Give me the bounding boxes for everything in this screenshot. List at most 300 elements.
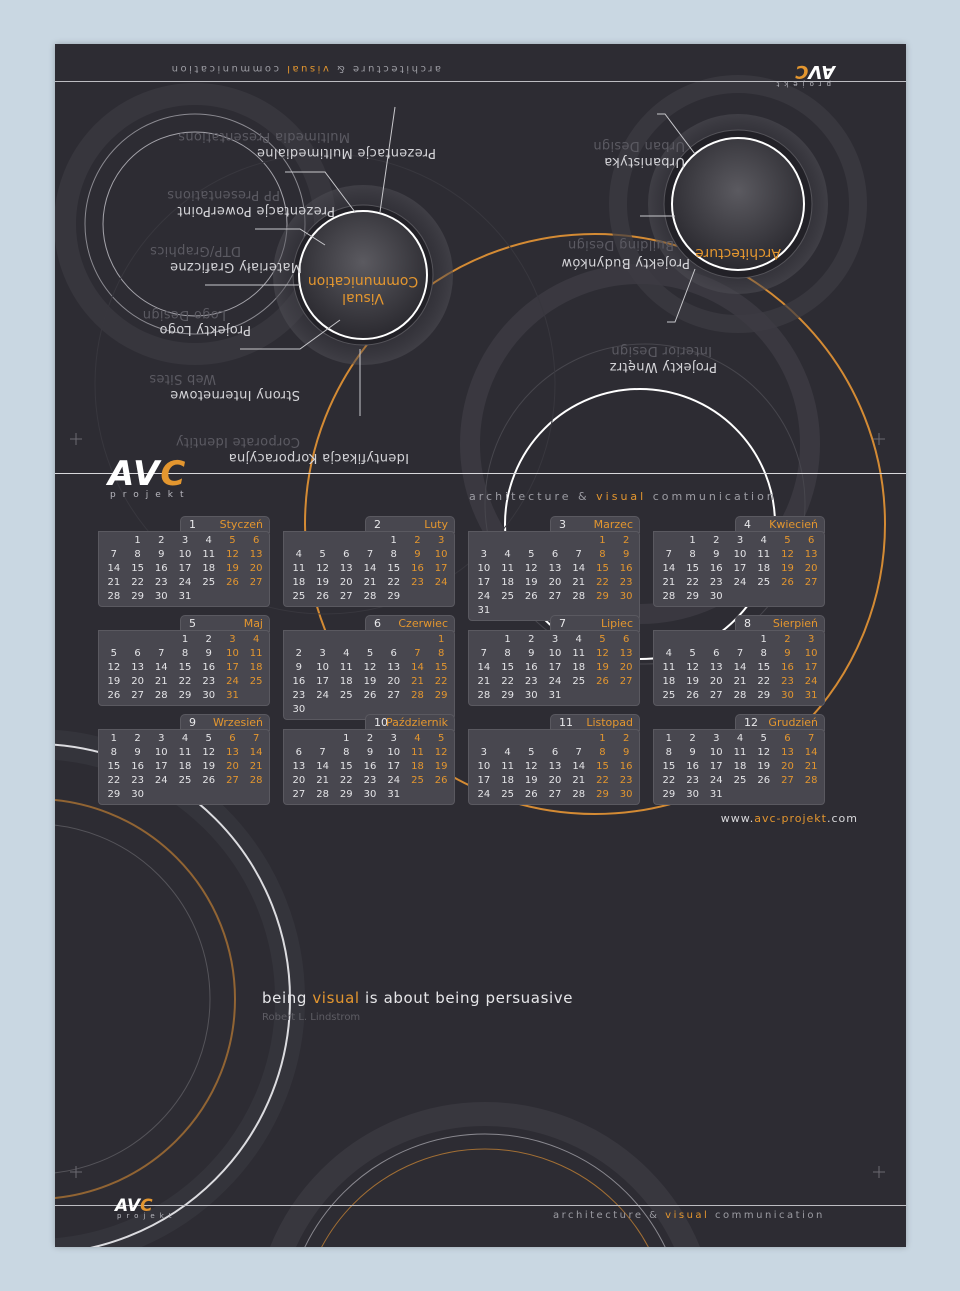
day-cell: 25 <box>572 676 586 687</box>
day-cell <box>382 633 406 647</box>
day-cell: 25 <box>757 577 771 588</box>
day-cell: 21 <box>804 761 818 772</box>
day-cell: 6 <box>622 634 630 645</box>
month-2 <box>283 516 455 606</box>
day-cell: 19 <box>202 761 216 772</box>
day-cell: 12 <box>596 648 609 659</box>
website-url[interactable]: www.avc-projekt.com <box>720 812 858 825</box>
day-cell: 7 <box>575 549 582 560</box>
day-cell: 29 <box>339 789 353 800</box>
day-cell: 1 <box>665 733 673 744</box>
day-cell: 2 <box>689 733 696 744</box>
day-cell: 19 <box>596 662 609 673</box>
day-cell: 13 <box>804 549 818 560</box>
service-logo-pl: Projekty Logo <box>159 322 251 337</box>
day-cell: 7 <box>575 747 582 758</box>
day-cell: 11 <box>757 549 771 560</box>
day-cell: 14 <box>249 747 263 758</box>
day-cell: 28 <box>572 789 586 800</box>
day-cell: 30 <box>619 591 633 602</box>
day-cell: 6 <box>252 535 260 546</box>
day-cell: 18 <box>757 563 771 574</box>
week-row <box>287 647 453 661</box>
day-cell: 10 <box>154 747 168 758</box>
day-cell: 6 <box>229 733 236 744</box>
quote-text: being visual is about being persuasive <box>262 989 574 1007</box>
day-cell: 3 <box>181 535 189 546</box>
day-cell: 6 <box>343 549 350 560</box>
day-cell: 26 <box>107 690 121 701</box>
day-cell: 17 <box>434 563 448 574</box>
day-cell: 14 <box>572 761 586 772</box>
day-cell: 3 <box>319 648 326 659</box>
service-logo-en: Logo Design <box>142 307 226 322</box>
day-cell <box>567 732 591 746</box>
day-cell: 5 <box>205 733 212 744</box>
day-cell: 4 <box>343 648 350 659</box>
month-number: 8 <box>744 617 751 630</box>
day-cell <box>221 788 245 802</box>
day-cell: 19 <box>686 676 699 687</box>
day-cell: 24 <box>434 577 448 588</box>
day-cell: 20 <box>781 761 794 772</box>
month-name: Maj <box>243 617 263 630</box>
day-cell: 12 <box>107 662 121 673</box>
day-cell: 1 <box>110 733 118 744</box>
day-cell: 3 <box>713 733 720 744</box>
service-powerpoint-en: PP Presentations <box>166 187 280 202</box>
day-cell: 10 <box>316 662 329 673</box>
month-6 <box>283 615 455 715</box>
week-row <box>287 590 453 604</box>
week-row <box>287 633 453 647</box>
day-cell: 8 <box>504 648 511 659</box>
day-cell: 7 <box>414 648 421 659</box>
day-cell: 5 <box>784 535 791 546</box>
week-row <box>472 788 638 802</box>
month-days <box>98 630 270 706</box>
day-cell: 16 <box>709 563 723 574</box>
day-cell: 26 <box>686 690 699 701</box>
day-cell: 16 <box>363 761 377 772</box>
day-cell: 2 <box>158 535 165 546</box>
month-name: Luty <box>424 518 448 531</box>
day-cell: 9 <box>713 549 720 560</box>
day-cell: 7 <box>480 648 488 659</box>
day-cell: 11 <box>339 662 353 673</box>
day-cell <box>519 534 543 548</box>
bottom-divider-line <box>55 1205 906 1206</box>
day-cell: 18 <box>178 761 192 772</box>
week-row <box>287 732 453 746</box>
day-cell: 26 <box>524 591 538 602</box>
day-cell: 17 <box>477 775 491 786</box>
day-cell: 8 <box>760 648 767 659</box>
day-cell: 25 <box>733 775 747 786</box>
day-cell <box>102 534 126 548</box>
day-cell: 8 <box>390 549 397 560</box>
day-cell: 16 <box>411 563 424 574</box>
week-row <box>287 760 453 774</box>
day-cell: 24 <box>733 577 747 588</box>
week-row <box>287 675 453 689</box>
month-9 <box>98 714 270 804</box>
week-row <box>657 746 823 760</box>
week-row <box>657 661 823 675</box>
day-cell: 29 <box>131 591 144 602</box>
day-cell: 27 <box>548 591 562 602</box>
day-cell: 24 <box>804 676 818 687</box>
day-cell: 30 <box>686 789 699 800</box>
week-row <box>287 788 453 802</box>
day-cell: 24 <box>387 775 401 786</box>
day-cell: 28 <box>804 775 818 786</box>
day-cell: 28 <box>363 591 377 602</box>
day-cell: 2 <box>622 535 630 546</box>
day-cell: 14 <box>154 662 168 673</box>
day-cell: 11 <box>292 563 306 574</box>
day-cell: 18 <box>501 775 514 786</box>
day-cell: 22 <box>662 775 676 786</box>
day-cell <box>406 633 430 647</box>
avc-logo-inverted: AVC <box>795 61 835 82</box>
day-cell: 1 <box>437 634 445 645</box>
day-cell: 10 <box>804 648 818 659</box>
day-cell: 14 <box>316 761 329 772</box>
day-cell: 19 <box>781 563 794 574</box>
day-cell <box>197 788 221 802</box>
month-days <box>468 729 640 805</box>
day-cell: 30 <box>292 704 306 715</box>
day-cell: 30 <box>131 789 144 800</box>
day-cell <box>406 590 430 604</box>
service-identity-en: Corporate Identity <box>175 434 300 449</box>
day-cell <box>244 590 268 604</box>
day-cell: 1 <box>390 535 397 546</box>
day-cell: 19 <box>524 775 538 786</box>
day-cell: 2 <box>295 648 303 659</box>
day-cell: 8 <box>181 648 189 659</box>
day-cell: 19 <box>524 577 538 588</box>
day-cell: 9 <box>295 662 303 673</box>
day-cell: 12 <box>686 662 699 673</box>
month-5 <box>98 615 270 705</box>
tagline: architecture & visual communication <box>469 490 777 503</box>
day-cell: 8 <box>689 549 696 560</box>
folded-services-section <box>55 44 906 464</box>
day-cell: 15 <box>107 761 121 772</box>
day-cell: 4 <box>665 648 673 659</box>
month-name: Listopad <box>586 716 633 729</box>
day-cell: 28 <box>572 591 586 602</box>
day-cell: 3 <box>480 549 488 560</box>
week-row <box>287 562 453 576</box>
service-multimedia-pl: Prezentacje Multimedialne <box>256 145 436 160</box>
week-row <box>102 774 268 788</box>
day-cell: 17 <box>226 662 239 673</box>
day-cell: 12 <box>757 747 771 758</box>
day-cell: 19 <box>316 577 329 588</box>
day-cell: 15 <box>178 662 192 673</box>
day-cell <box>519 732 543 746</box>
day-cell: 16 <box>131 761 144 772</box>
day-cell: 28 <box>477 690 491 701</box>
day-cell: 19 <box>107 676 121 687</box>
day-cell: 7 <box>319 747 326 758</box>
day-cell <box>704 633 728 647</box>
day-cell: 1 <box>181 634 189 645</box>
day-cell <box>149 788 173 802</box>
week-row <box>472 633 638 647</box>
month-3 <box>468 516 640 616</box>
day-cell: 21 <box>733 676 747 687</box>
service-urban-pl: Urbanistyka <box>603 154 685 169</box>
footer-tagline: architecture & visual communication <box>553 1210 825 1221</box>
week-row <box>472 746 638 760</box>
day-cell <box>728 590 752 604</box>
day-cell <box>244 689 268 703</box>
week-row <box>472 774 638 788</box>
week-row <box>287 661 453 675</box>
month-11 <box>468 714 640 804</box>
month-number: 11 <box>559 716 573 729</box>
day-cell: 10 <box>477 563 491 574</box>
day-cell: 20 <box>709 676 723 687</box>
footer-avc-logo: AVC <box>115 1196 153 1216</box>
week-row <box>472 661 638 675</box>
day-cell: 13 <box>131 662 144 673</box>
day-cell <box>776 590 800 604</box>
day-cell: 9 <box>622 549 630 560</box>
week-row <box>472 548 638 562</box>
day-cell <box>752 590 776 604</box>
week-row <box>102 562 268 576</box>
avc-logo-sub-inverted: projekt <box>771 80 831 88</box>
day-cell: 9 <box>158 549 165 560</box>
day-cell: 23 <box>619 577 633 588</box>
architecture-title: Architecture <box>695 245 781 261</box>
day-cell: 23 <box>154 577 168 588</box>
month-name: Sierpień <box>772 617 818 630</box>
day-cell: 5 <box>599 634 606 645</box>
day-cell: 12 <box>226 549 239 560</box>
day-cell: 29 <box>387 591 401 602</box>
day-cell <box>543 534 567 548</box>
day-cell: 5 <box>528 747 535 758</box>
day-cell: 31 <box>709 789 723 800</box>
day-cell: 22 <box>501 676 514 687</box>
day-cell: 11 <box>202 549 216 560</box>
day-cell: 2 <box>366 733 374 744</box>
day-cell: 29 <box>596 789 609 800</box>
day-cell: 21 <box>662 577 676 588</box>
day-cell: 19 <box>226 563 239 574</box>
day-cell: 2 <box>414 535 421 546</box>
day-cell: 23 <box>781 676 794 687</box>
day-cell: 1 <box>599 733 606 744</box>
month-8 <box>653 615 825 705</box>
day-cell: 24 <box>477 789 491 800</box>
month-12 <box>653 714 825 804</box>
day-cell: 21 <box>154 676 168 687</box>
day-cell: 30 <box>154 591 168 602</box>
day-cell: 2 <box>528 634 535 645</box>
day-cell: 7 <box>665 549 673 560</box>
day-cell: 23 <box>619 775 633 786</box>
day-cell: 27 <box>709 690 723 701</box>
day-cell <box>776 788 800 802</box>
day-cell: 26 <box>202 775 216 786</box>
day-cell: 18 <box>501 577 514 588</box>
day-cell: 3 <box>158 733 165 744</box>
day-cell: 30 <box>709 591 723 602</box>
day-cell: 20 <box>339 577 353 588</box>
day-cell: 23 <box>709 577 723 588</box>
day-cell: 23 <box>363 775 377 786</box>
day-cell: 23 <box>411 577 424 588</box>
week-row <box>102 633 268 647</box>
day-cell: 7 <box>736 648 744 659</box>
day-cell: 17 <box>804 662 818 673</box>
day-cell: 8 <box>599 747 606 758</box>
day-cell: 13 <box>548 563 562 574</box>
day-cell <box>406 788 430 802</box>
day-cell: 13 <box>548 761 562 772</box>
day-cell: 9 <box>366 747 374 758</box>
day-cell <box>287 732 311 746</box>
day-cell: 24 <box>548 676 562 687</box>
week-row <box>657 548 823 562</box>
day-cell: 25 <box>178 775 192 786</box>
day-cell: 30 <box>202 690 216 701</box>
day-cell: 7 <box>366 549 374 560</box>
day-cell: 8 <box>134 549 141 560</box>
week-row <box>472 732 638 746</box>
day-cell: 13 <box>387 662 401 673</box>
day-cell: 21 <box>572 577 586 588</box>
day-cell: 22 <box>107 775 121 786</box>
week-row <box>657 534 823 548</box>
day-cell: 10 <box>226 648 239 659</box>
day-cell <box>681 633 705 647</box>
day-cell: 12 <box>524 761 538 772</box>
day-cell: 11 <box>733 747 747 758</box>
day-cell: 28 <box>662 591 676 602</box>
service-powerpoint-pl: Prezentacje PowerPoint <box>177 203 335 218</box>
day-cell: 12 <box>524 563 538 574</box>
day-cell: 17 <box>387 761 401 772</box>
day-cell: 14 <box>107 563 121 574</box>
week-row <box>287 774 453 788</box>
day-cell: 13 <box>292 761 306 772</box>
day-cell: 3 <box>736 535 744 546</box>
day-cell: 18 <box>249 662 263 673</box>
service-graphics-en: DTP/Graphics <box>149 243 241 258</box>
day-cell: 29 <box>501 690 514 701</box>
day-cell: 18 <box>572 662 586 673</box>
day-cell: 20 <box>226 761 239 772</box>
day-cell <box>496 732 520 746</box>
day-cell: 20 <box>619 662 633 673</box>
day-cell: 27 <box>387 690 401 701</box>
day-cell <box>472 732 496 746</box>
day-cell: 14 <box>733 662 747 673</box>
service-building-pl: Projekty Budynków <box>561 255 690 270</box>
day-cell: 2 <box>622 733 630 744</box>
day-cell: 12 <box>202 747 216 758</box>
day-cell: 31 <box>804 690 818 701</box>
week-row <box>102 732 268 746</box>
day-cell: 10 <box>387 747 401 758</box>
week-row <box>102 647 268 661</box>
day-cell: 31 <box>226 690 239 701</box>
day-cell: 9 <box>414 549 421 560</box>
month-days <box>653 630 825 706</box>
day-cell <box>728 633 752 647</box>
month-days <box>283 630 455 720</box>
day-cell: 26 <box>757 775 771 786</box>
week-row <box>657 633 823 647</box>
day-cell: 28 <box>411 690 424 701</box>
day-cell: 20 <box>548 775 562 786</box>
day-cell <box>334 633 358 647</box>
day-cell: 4 <box>736 733 744 744</box>
month-days <box>283 729 455 805</box>
day-cell: 27 <box>548 789 562 800</box>
day-cell <box>358 534 382 548</box>
week-row <box>472 590 638 604</box>
week-row <box>102 548 268 562</box>
day-cell <box>126 633 150 647</box>
day-cell: 17 <box>709 761 723 772</box>
day-cell: 29 <box>107 789 121 800</box>
footer-avc-logo-sub: projekt <box>117 1212 177 1220</box>
day-cell: 16 <box>686 761 699 772</box>
day-cell: 10 <box>178 549 192 560</box>
day-cell: 10 <box>709 747 723 758</box>
day-cell: 26 <box>316 591 329 602</box>
day-cell: 9 <box>689 747 696 758</box>
month-days <box>98 531 270 607</box>
day-cell: 23 <box>686 775 699 786</box>
service-graphics-pl: Materiały Graficzne <box>169 259 302 274</box>
day-cell: 25 <box>249 676 263 687</box>
month-days <box>653 729 825 805</box>
day-cell <box>311 534 335 548</box>
day-cell: 3 <box>551 634 559 645</box>
month-7 <box>468 615 640 705</box>
day-cell: 9 <box>622 747 630 758</box>
day-cell: 17 <box>178 563 192 574</box>
day-cell: 4 <box>205 535 212 546</box>
day-cell: 8 <box>665 747 673 758</box>
month-number: 10 <box>374 716 388 729</box>
day-cell: 15 <box>662 761 676 772</box>
day-cell: 3 <box>229 634 236 645</box>
day-cell: 22 <box>596 577 609 588</box>
day-cell: 1 <box>343 733 350 744</box>
day-cell: 13 <box>709 662 723 673</box>
month-days <box>98 729 270 805</box>
day-cell: 27 <box>131 690 144 701</box>
day-cell: 13 <box>226 747 239 758</box>
day-cell: 22 <box>757 676 771 687</box>
day-cell: 21 <box>316 775 329 786</box>
day-cell: 30 <box>524 690 538 701</box>
day-cell: 22 <box>131 577 144 588</box>
day-cell: 31 <box>548 690 562 701</box>
day-cell: 1 <box>599 535 606 546</box>
